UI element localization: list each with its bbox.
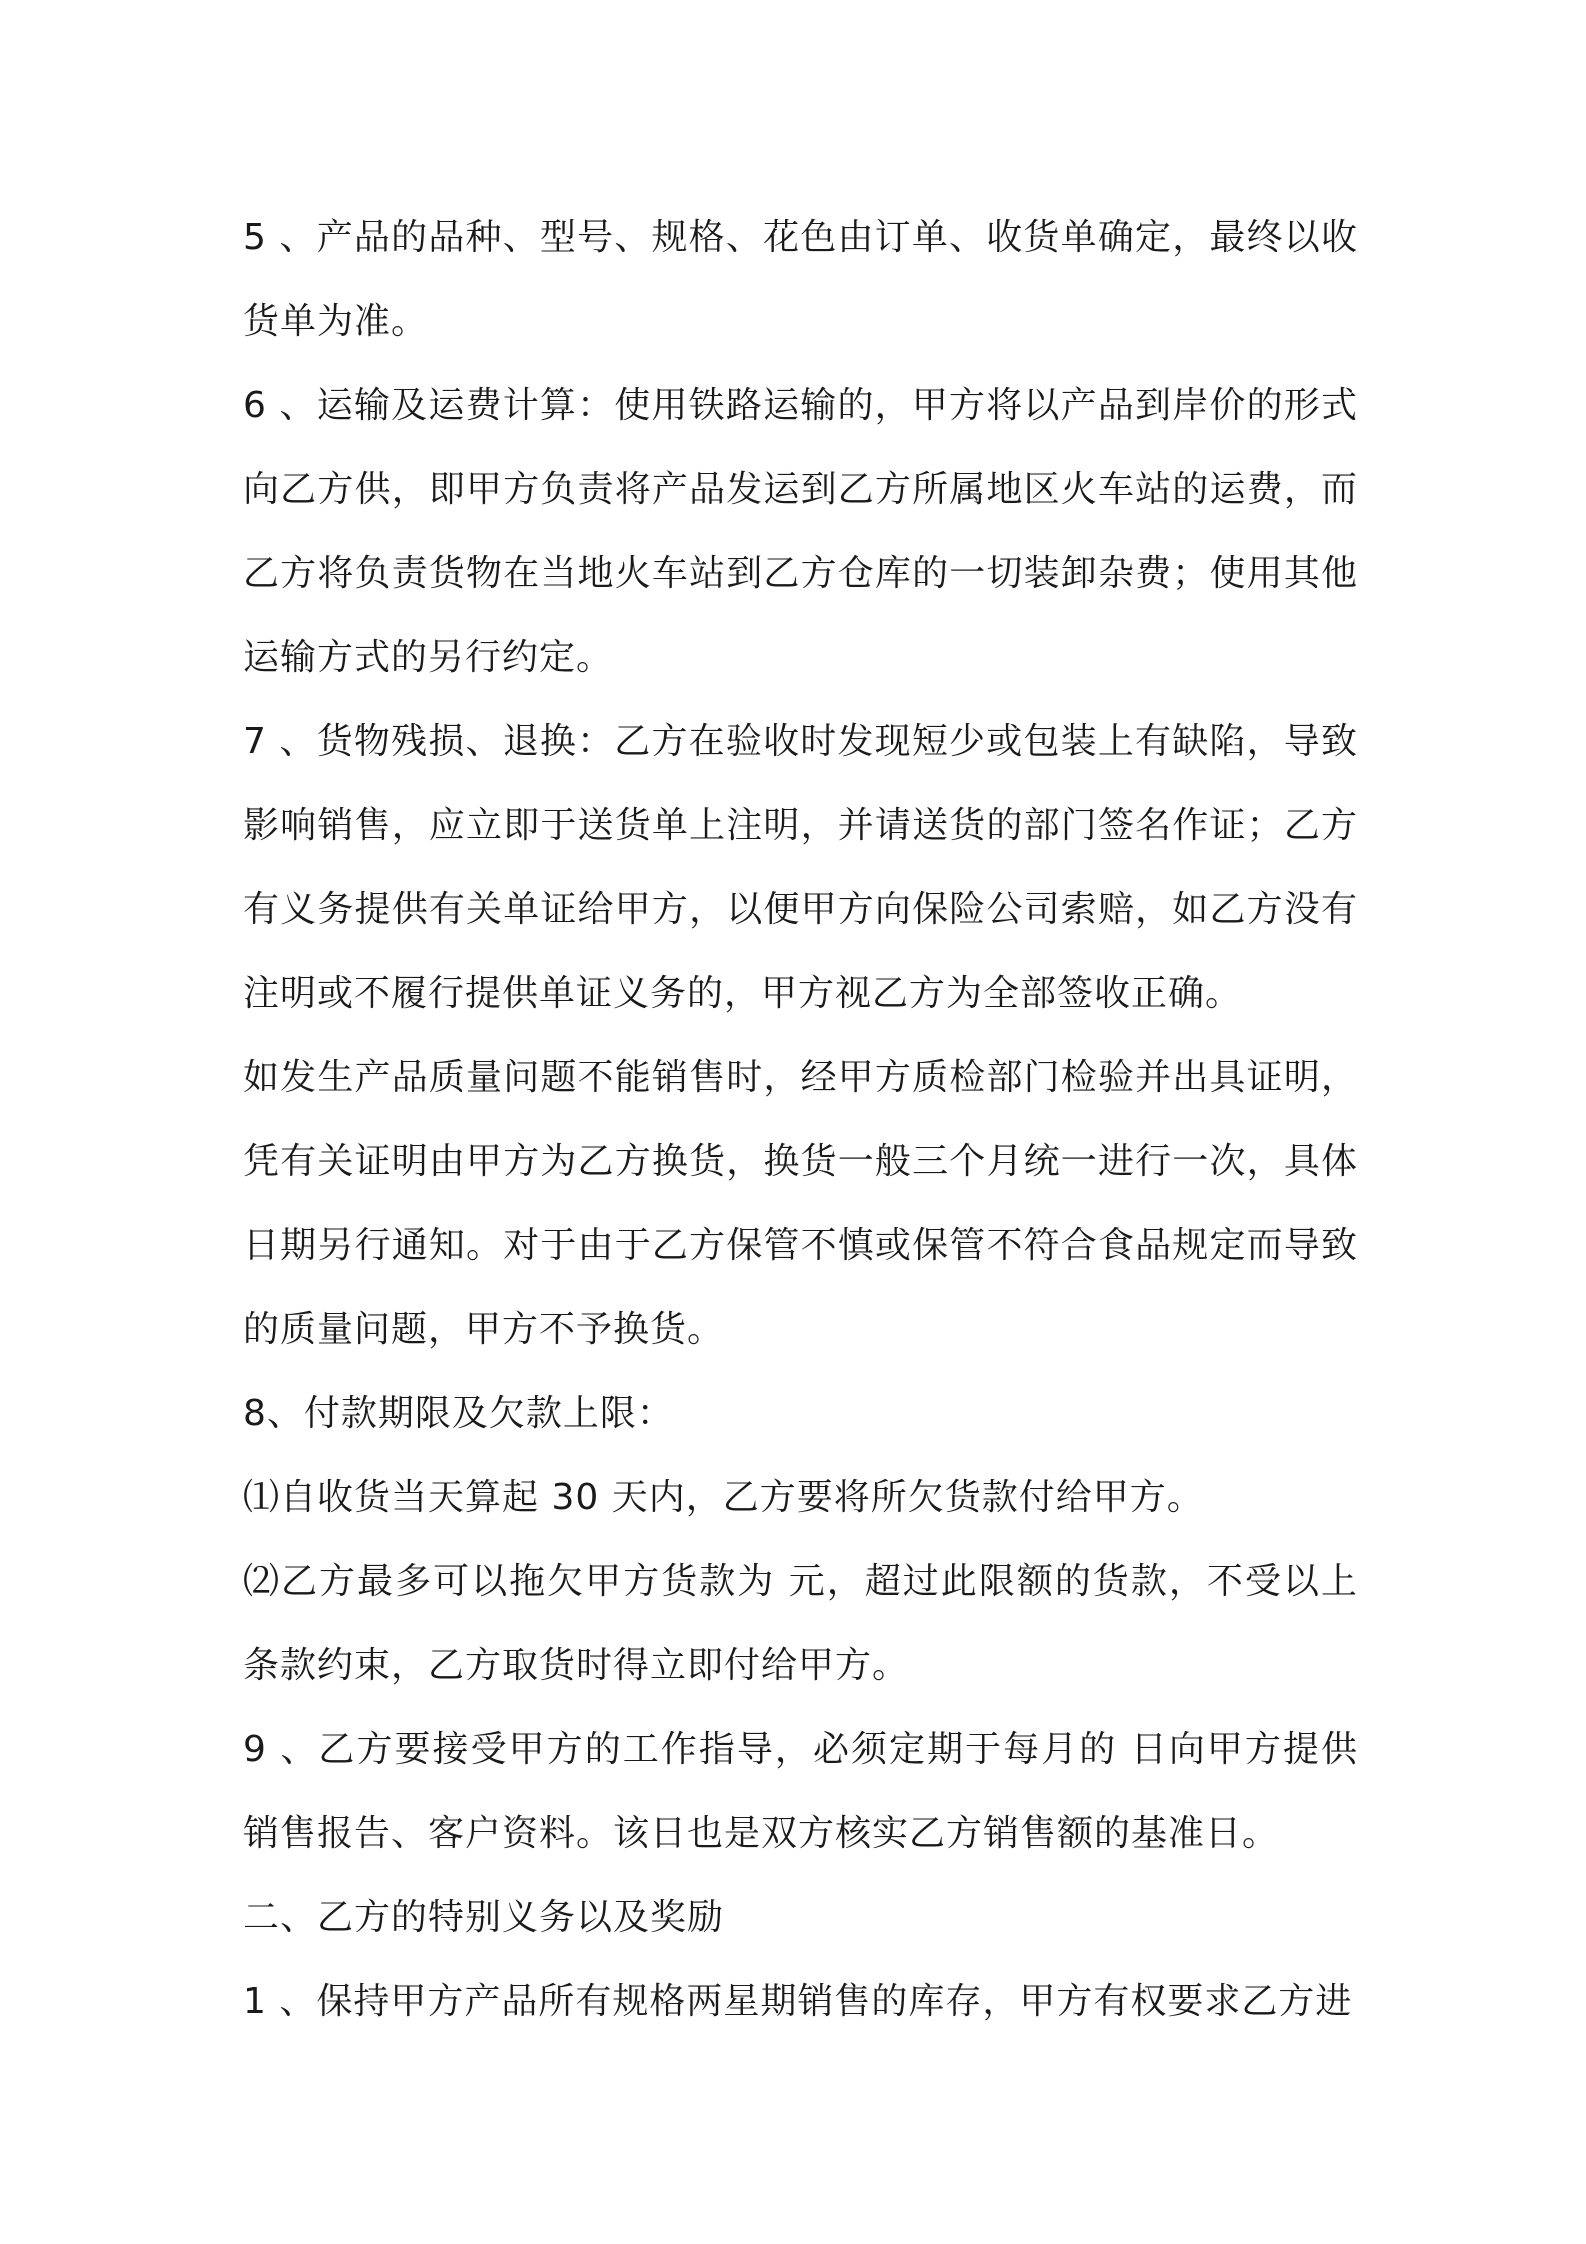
section-2-heading: 二、乙方的特别义务以及奖励: [243, 1897, 725, 1938]
clause-8-item-2: ⑵乙方最多可以拖欠甲方货款为 元，超过此限额的货款，不受以上条款约束，乙方取货时得立即付给甲方。: [243, 1561, 1358, 1686]
clause-8-payment-heading: 8、付款期限及欠款上限：: [243, 1393, 674, 1434]
clause-9-sales-report: 9 、乙方要接受甲方的工作指导，必须定期于每月的 日向甲方提供销售报告、客户资料。该日也是双方核实乙方销售额的基准日。: [243, 1729, 1358, 1854]
clause-5-product-specs: 5 、产品的品种、型号、规格、花色由订单、收货单确定，最终以收货单为准。: [243, 217, 1358, 342]
clause-7-quality-exchange: 如发生产品质量问题不能销售时，经甲方质检部门检验并出具证明，凭有关证明由甲方为乙方换货，换货一般三个月统一进行一次，具体日期另行通知。对于由于乙方保管不慎或保管不符合食品规定而导致的质量问题，甲方不予换货。: [243, 1057, 1358, 1350]
clause-6-transport-fees: 6 、运输及运费计算：使用铁路运输的，甲方将以产品到岸价的形式向乙方供，即甲方负责将产品发运到乙方所属地区火车站的运费，而乙方将负责货物在当地火车站到乙方仓库的一切装卸杂费；使用其他运输方式的另行约定。: [243, 385, 1358, 678]
clause-8-item-1: ⑴自收货当天算起 30 天内，乙方要将所欠货款付给甲方。: [243, 1477, 1204, 1518]
clause-7-damage-returns: 7 、货物残损、退换：乙方在验收时发现短少或包装上有缺陷，导致影响销售，应立即于送货单上注明，并请送货的部门签名作证；乙方有义务提供有关单证给甲方，以便甲方向保险公司索赔，如乙方没有注明或不履行提供单证义务的，甲方视乙方为全部签收正确。: [243, 721, 1358, 1014]
document-body: [243, 196, 1358, 2044]
section-2-clause-1: 1 、保持甲方产品所有规格两星期销售的库存，甲方有权要求乙方进: [243, 1981, 1353, 2022]
